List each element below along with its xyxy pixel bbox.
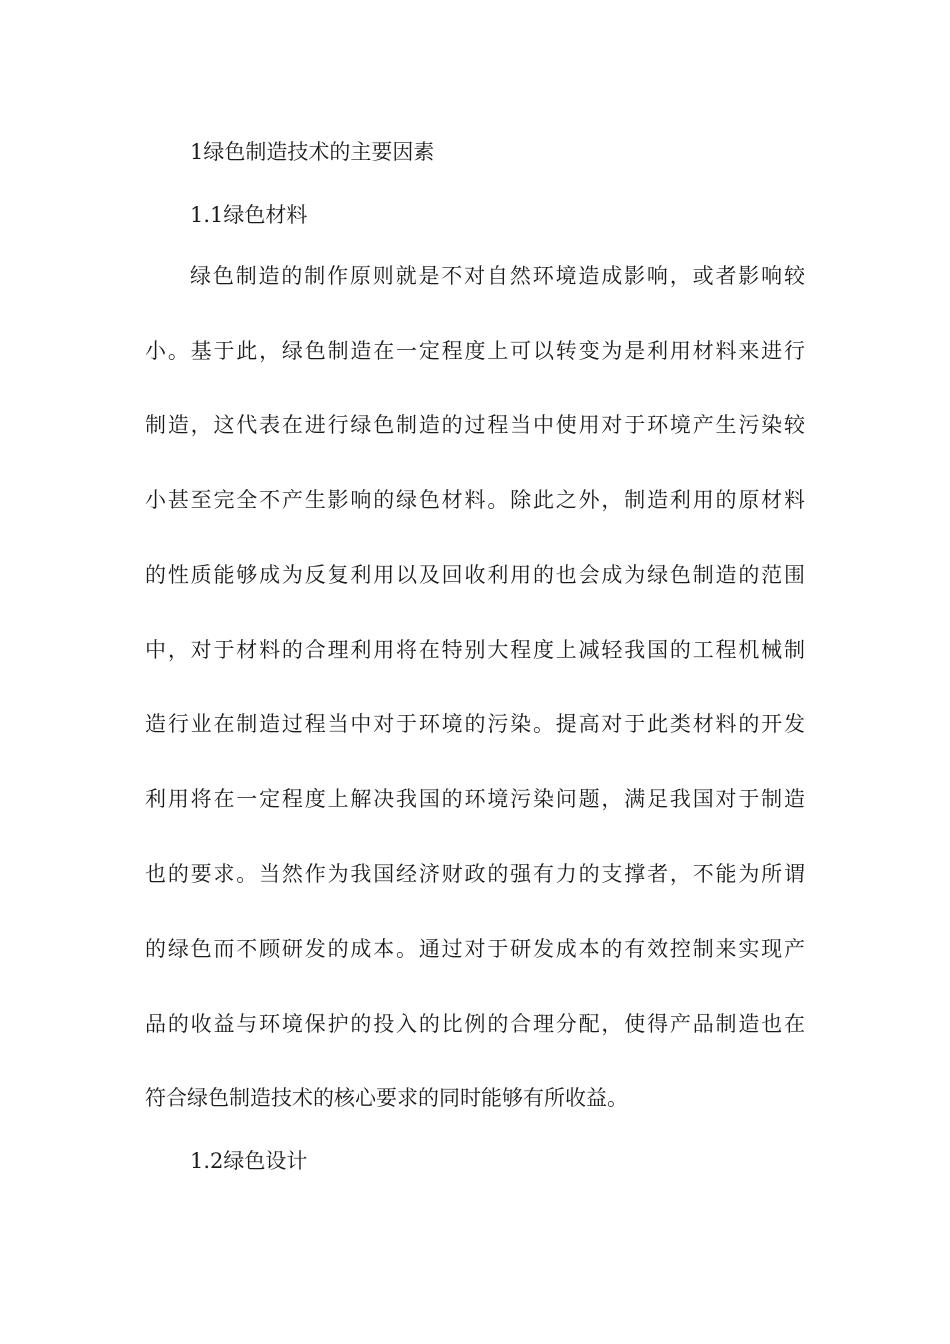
paragraph-line-11: 品的收益与环境保护的投入的比例的合理分配，使得产品制造也在 — [145, 1012, 807, 1036]
paragraph-line-8: 利用将在一定程度上解决我国的环境污染问题，满足我国对于制造 — [145, 787, 807, 811]
paragraph-line-5: 的性质能够成为反复利用以及回收利用的也会成为绿色制造的范围 — [145, 563, 807, 587]
subsection-heading-1-2: 1.2绿色设计 — [190, 1149, 308, 1173]
paragraph-line-4: 小甚至完全不产生影响的绿色材料。除此之外，制造利用的原材料 — [145, 488, 807, 512]
paragraph-line-6: 中，对于材料的合理利用将在特别大程度上减轻我国的工程机械制 — [145, 638, 807, 662]
section-heading-1: 1绿色制造技术的主要因素 — [190, 140, 435, 164]
paragraph-line-1: 绿色制造的制作原则就是不对自然环境造成影响，或者影响较 — [190, 264, 807, 288]
paragraph-line-3: 制造，这代表在进行绿色制造的过程当中使用对于环境产生污染较 — [145, 413, 807, 437]
paragraph-line-12: 符合绿色制造技术的核心要求的同时能够有所收益。 — [145, 1086, 628, 1110]
paragraph-line-2: 小。基于此，绿色制造在一定程度上可以转变为是利用材料来进行 — [145, 339, 807, 363]
subsection-heading-1-1: 1.1绿色材料 — [190, 203, 308, 227]
paragraph-line-10: 的绿色而不顾研发的成本。通过对于研发成本的有效控制来实现产 — [145, 937, 807, 961]
paragraph-line-7: 造行业在制造过程当中对于环境的污染。提高对于此类材料的开发 — [145, 712, 807, 736]
paragraph-line-9: 也的要求。当然作为我国经济财政的强有力的支撑者，不能为所谓 — [145, 862, 807, 886]
